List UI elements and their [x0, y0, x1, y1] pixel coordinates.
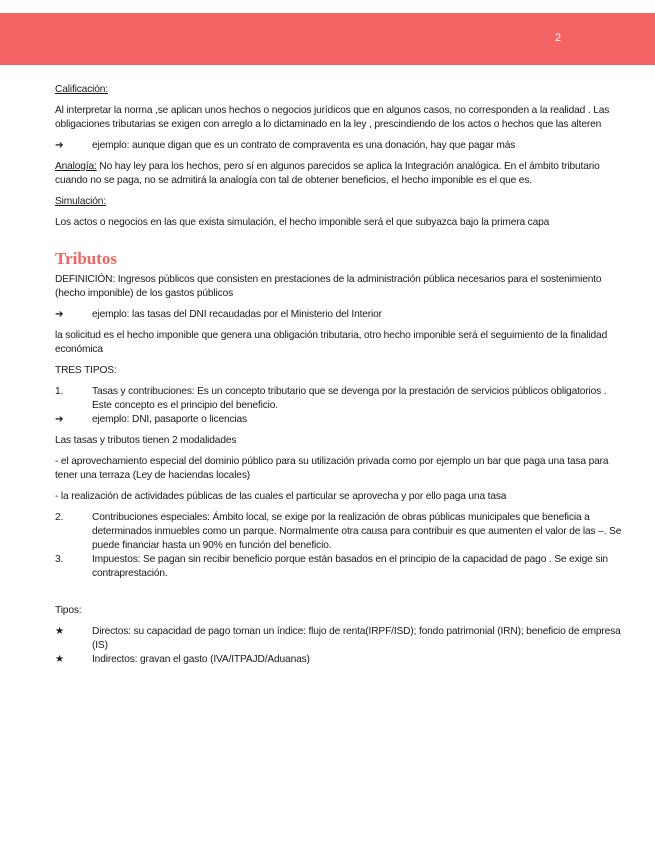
- modalidades-label: Las tasas y tributos tienen 2 modalidades: [55, 435, 237, 446]
- modalidad-1: - el aprovechamiento especial del dominio público para su utilización privada como por ejemplo un bar que paga una tasa para tener una terraza (Ley de haciendas locales): [55, 456, 609, 481]
- list-item-3: [55, 553, 625, 581]
- tributos-title: Tributos: [55, 249, 118, 268]
- simulacion-text: Los actos o negocios en las que exista simulación, el hecho imponible será el que subyazca bajo la primera capa: [55, 217, 550, 228]
- analogia-text: No hay ley para los hechos, pero sí en algunos parecidos se aplica la Integración analógica. En el ámbito tributario cuando no se paga, no se admitirá la analogía con tal de obtener beneficios, el hecho imponible es el que es.: [55, 161, 600, 186]
- list-item-2: [55, 511, 625, 553]
- modalidad-2: - la realización de actividades públicas de las cuales el particular se aprovecha y por ello paga una tasa: [55, 491, 507, 502]
- document-body: [55, 83, 625, 667]
- list-number: 3.: [55, 554, 64, 565]
- tributos-example: [55, 308, 625, 322]
- list-item-2-text: Contribuciones especiales: Ámbito local, se exige por la realización de obras públicas municipales que beneficia a determinados inmuebles como un parque. Normalmente otra causa para contribuir es que aumenten el valor de las –. Se puede financiar hasta un 90% en función del beneficio.: [92, 512, 622, 551]
- tipo-indirectos-text: Indirectos: gravan el gasto (IVA/ITPAJD/Aduanas): [92, 654, 310, 665]
- item1-example-text: ejemplo: DNI, pasaporte o licencias: [92, 414, 247, 425]
- analogia-paragraph: [55, 160, 625, 188]
- tipo-indirectos: [55, 653, 625, 667]
- tipo-directos-text: Directos: su capacidad de pago toman un índice: flujo de renta(IRPF/ISD); fondo patrimonial (IRN); beneficio de empresa (IS): [92, 626, 621, 651]
- item1-example: [55, 413, 625, 427]
- list-number: 2.: [55, 512, 64, 523]
- list-item-1-text: Tasas y contribuciones: Es un concepto tributario que se devenga por la prestación de servicios públicos obligatorios . Este concepto es el principio del beneficio.: [92, 386, 607, 411]
- page-number: 2: [555, 32, 562, 44]
- calificacion-heading: [55, 83, 625, 97]
- tipo-directos: [55, 625, 625, 653]
- calificacion-heading-text: Calificación:: [55, 84, 108, 95]
- analogia-heading: Analogía:: [55, 161, 97, 172]
- arrow-icon: ➔: [55, 140, 64, 151]
- tributos-solicitud: la solicitud es el hecho imponible que genera una obligación tributaria, otro hecho imponible será el seguimiento de la finalidad económica: [55, 330, 608, 355]
- list-item-3-text: Impuestos: Se pagan sin recibir beneficio porque están basados en el principio de la capacidad de pago . Se exige sin contraprestación.: [92, 554, 608, 579]
- calificacion-example-text: ejemplo: aunque digan que es un contrato de compraventa es una donación, hay que pagar más: [92, 140, 516, 151]
- simulacion-heading-text: Simulación:: [55, 196, 107, 207]
- simulacion-heading: [55, 195, 625, 209]
- list-number: 1.: [55, 386, 64, 397]
- tres-tipos-label: TRES TIPOS:: [55, 365, 117, 376]
- arrow-icon: ➔: [55, 309, 64, 320]
- star-icon: ★: [55, 654, 64, 665]
- tributos-definicion: DEFINICIÓN: Ingresos públicos que consisten en prestaciones de la administración pública necesarios para el sostenimiento (hecho imponible) de los gastos públicos: [55, 274, 602, 299]
- tributos-example-text: ejemplo: las tasas del DNI recaudadas por el Ministerio del Interior: [92, 309, 382, 320]
- list-item-1: [55, 385, 625, 413]
- star-icon: ★: [55, 626, 64, 637]
- spacer: [55, 581, 625, 604]
- calificacion-example: [55, 139, 625, 153]
- calificacion-text: Al interpretar la norma ,se aplican unos hechos o negocios jurídicos que en algunos casos, no corresponden a la realidad . Las obligaciones tributarias se exigen con arreglo a lo dictaminado en la ley , prescindiendo de los actos o hechos que las alteren: [55, 105, 610, 130]
- arrow-icon: ➔: [55, 414, 64, 425]
- tipos-label: Tipos:: [55, 605, 82, 616]
